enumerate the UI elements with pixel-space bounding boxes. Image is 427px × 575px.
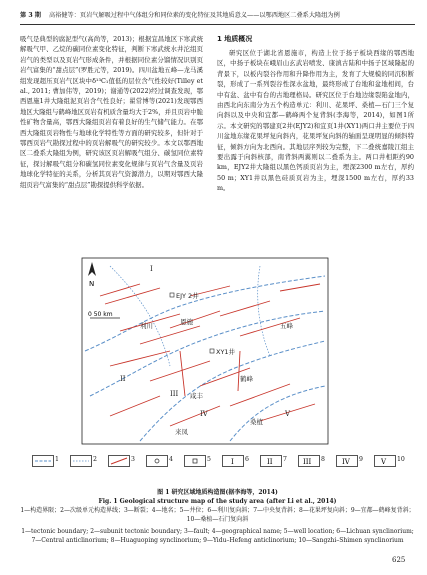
- svg-text:IV: IV: [342, 458, 350, 466]
- legend-item-5: [184, 455, 226, 467]
- legend-number: 8: [321, 456, 325, 463]
- well-location-icon: [184, 455, 206, 467]
- left-column: [20, 34, 203, 190]
- unit-label: IV: [200, 410, 208, 418]
- legend-item-6: [222, 455, 264, 467]
- figure-caption-cn: 图 1 研究区域地质构造图(据李海等，2014): [157, 489, 278, 496]
- unit-label: V: [285, 410, 291, 418]
- legend-item-9: [336, 455, 378, 467]
- scale-label: 0 50 km: [88, 311, 113, 318]
- legend-item-10: [374, 455, 416, 467]
- well-label: EJY 2井: [176, 292, 199, 300]
- right-column: [217, 34, 414, 194]
- sangzhi-shimen-synclinorium-icon: [374, 455, 396, 467]
- header-rule: [20, 24, 415, 25]
- place-label: 鹤峰: [240, 375, 253, 383]
- legend-item-8: [298, 455, 340, 467]
- legend-number: 10: [397, 456, 405, 463]
- map-legend: [32, 455, 412, 485]
- legend-item-3: [108, 455, 150, 467]
- tectonic-boundary-icon: [32, 455, 54, 467]
- geographical-name-icon: [146, 455, 168, 467]
- legend-item-4: [146, 455, 188, 467]
- place-label: 桑植: [250, 418, 263, 426]
- unit-label: I: [150, 265, 153, 273]
- legend-number: 1: [55, 456, 59, 463]
- huaguoping-synclinorium-icon: [298, 455, 320, 467]
- legend-number: 2: [93, 456, 97, 463]
- subunit-boundary-icon: [70, 455, 92, 467]
- running-header: [20, 10, 415, 24]
- legend-item-1: [32, 455, 74, 467]
- place-label: 来凤: [175, 428, 188, 436]
- legend-number: 6: [245, 456, 249, 463]
- section-heading: 1 地质概况: [217, 35, 253, 43]
- geological-map: [80, 256, 330, 446]
- well-label: XY1井: [216, 348, 236, 356]
- figure-key-en: 1—tectonic boundary; 2—subunit tectonic boundary; 3—fault; 4—geographical name; 5—well location; 6—Lichuan synclinorium; 7—Central anticlinorium; 8—Huaguoping synclinorium; 9—Yidu–Hefeng anticlinorium; 10—Sangzhi–Shimen synclinorium: [21, 528, 414, 544]
- yidu-hefeng-anticlinorium-icon: [336, 455, 358, 467]
- unit-label: III: [170, 390, 179, 398]
- legend-number: 7: [283, 456, 287, 463]
- legend-item-7: [260, 455, 302, 467]
- compass-label: N: [89, 280, 95, 288]
- place-label: 恩施: [180, 318, 193, 326]
- svg-text:II: II: [267, 458, 273, 466]
- lichuan-synclinorium-icon: [222, 455, 244, 467]
- header-title: 高裕健等：页岩气解吸过程中气体组分和同位素的变化特征及其地质意义——以鄂西地区二叠系大隆组为例: [48, 12, 340, 19]
- legend-item-2: [70, 455, 112, 467]
- issue-label: 第 3 期: [20, 12, 41, 19]
- place-label: 五峰: [280, 322, 293, 330]
- figure-caption-en: Fig. 1 Geological structure map of the study area (after Li et al., 2014): [98, 498, 337, 505]
- legend-number: 9: [359, 456, 363, 463]
- unit-label: II: [120, 375, 126, 383]
- svg-text:I: I: [231, 458, 234, 466]
- place-label: 利川: [140, 322, 153, 330]
- svg-text:V: V: [381, 458, 387, 466]
- legend-number: 4: [169, 456, 173, 463]
- page-number: 625: [392, 556, 406, 564]
- legend-number: 3: [131, 456, 135, 463]
- svg-text:III: III: [303, 458, 312, 466]
- map-svg: [80, 256, 330, 446]
- figure-key-cn: 1—构造界限；2—次级单元构造界线；3—断裂；4—地名；5—井位；6—利川复向斜；7—中央复背斜；8—花果坪复向斜；9—宜都—鹤峰复背斜；10—桑植—石门复向斜: [20, 507, 415, 523]
- right-paragraph: 研究区位于湖北省恩施市，构造上位于扬子板块西缘的鄂西地区，中扬子板块在峨眉山玄武岩喷发、康滇古陆和中扬子区域隆起的背景下，以板内裂谷作用和升降作用为主，发育了大规模的同沉积断裂，形成了一系列裂谷性深水盆地，最终形成了台地和盆地相间，台中有盆、盆中有台的古地理格局。研究区位于台地边缘裂陷盆地内，由西北向东南分为五个构造单元：利川、花果坪、桑植—石门三个复向斜以及中央和宜都—鹤峰两个复背斜(李海等，2014)，如图1所示。本文研究的鄂建页2井(EJY2)和宜页1井(XY1)两口井主要位于四川盆地东缘花果坪复向斜内，花果坪复向斜的轴面呈现明显的倾斜特征，倾斜方向为北西向。其地层序列较为完整，下二叠统嘉陵江组主要出露于向斜核部，南背斜两翼则以二叠系为主。两口井相距约90 km，EJY2井大隆组以黑色钙质页岩为主，埋深2300 m左右，厚约50 m；XY1井以黑色硅质页岩为主，埋深1500 m左右，厚约33 m。: [217, 49, 414, 193]
- central-anticlinorium-icon: [260, 455, 282, 467]
- left-paragraph: 吸气是典型的腐泥型气(高尚等，2013)；根据宜昌地区下寒武统解吸气甲、乙烷的碳同位素变化特征，判断下寒武统水井沱组页岩气的类型以及页岩气形成条件，并根据同位素分馏情况识别页岩气富集的“甜点层”(罗胜元等，2019)。四川盆地五峰—龙马溪组发现超压页岩气区块中δ¹³C₁值低的层位含气性较好(Tilley et al., 2011; 曹加伟等，2019)；谢通等(2022)经过调查发现，鄂西恩施1井大隆组泥页岩含气性良好；翟常博等(2021)发现鄂西地区大隆组与鹤峰地区页岩有机质含量均大于2%，并且页岩中脆性矿物含量高，鄂西大隆组页岩有着良好的生气储气能力。在鄂西大隆组页岩物性与地球化学特性等方面的研究较多，但针对于鄂西页岩气勘探过程中的页岩解吸气的研究较少。本文以鄂西地区二叠系大隆组为例，研究该区页岩解吸气组分、碳氢同位素特征，探讨解吸气组分和碳氢同位素变化规律与页岩气含量及页岩地球化学特征的关系，分析其页岩气资源潜力，以期对鄂西大隆组页岩气富集的“甜点层”勘探提供科学依据。: [20, 35, 203, 189]
- fault-icon: [108, 455, 130, 467]
- place-label: 咸丰: [190, 392, 203, 400]
- legend-number: 5: [207, 456, 211, 463]
